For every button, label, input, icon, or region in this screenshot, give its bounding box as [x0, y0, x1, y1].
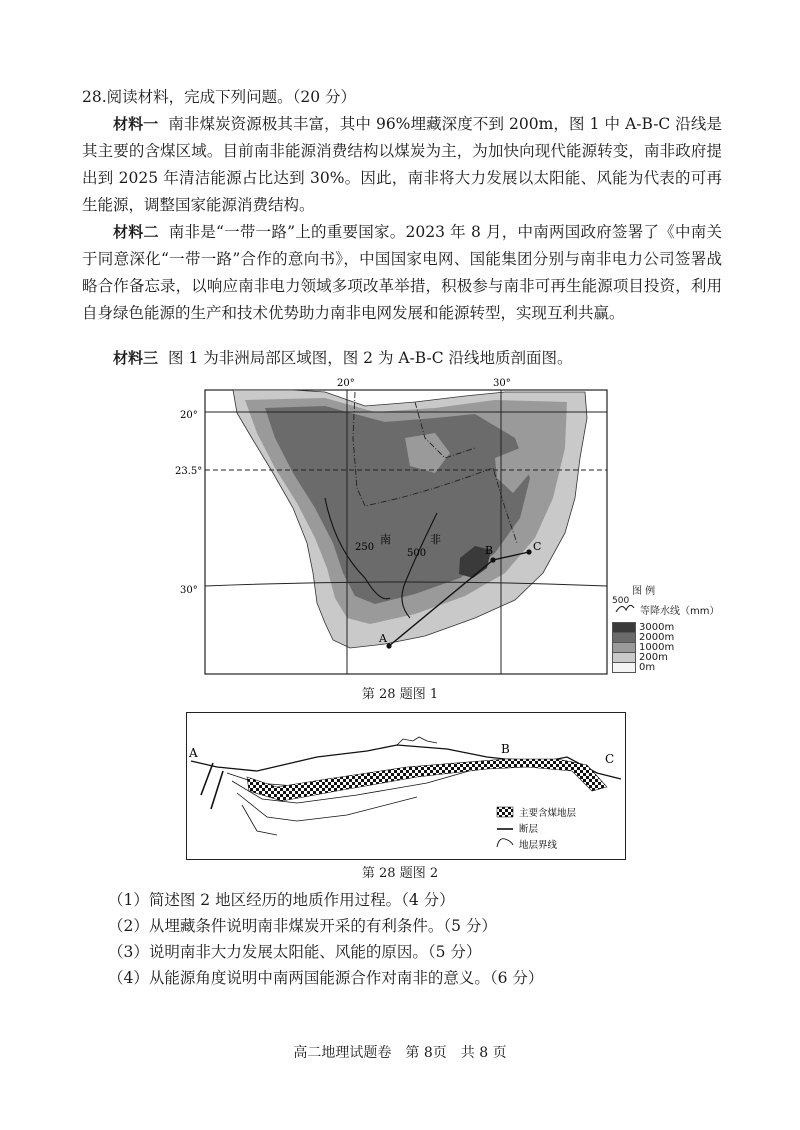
legend-title: 图 例: [632, 586, 656, 597]
legend-boundary-text: 地层界线: [519, 840, 558, 851]
elevation-legend-row: [612, 652, 674, 662]
material-1-label: 材料一: [113, 115, 159, 133]
coal-seam: [247, 759, 607, 801]
strata-line-3: [237, 793, 417, 821]
question-header: 28.阅读材料，完成下列问题。（20 分）: [82, 88, 357, 106]
elevation-swatch: [612, 662, 636, 673]
legend-isohyet-text: 等降水线（mm）: [640, 606, 720, 617]
legend-coal-swatch: [497, 807, 513, 817]
point-a-dot: [386, 643, 391, 648]
elevation-label: 2000m: [639, 631, 675, 643]
material-1: [82, 111, 722, 219]
isohyet-symbol-icon: [614, 602, 636, 614]
material-1-text: 南非煤炭资源极其丰富，其中 96%埋藏深度不到 200m，图 1 中 A-B-C 沿线是其主要的含煤区域。目前南非能源消费结构以煤炭为主，为加快向现代能源转变，南非政府提出到 2025 年清洁能源占比达到 30%。因此，南非将大力发展以太阳能、风能为代表的可再生能源，调整国家能源消费结构。: [82, 115, 722, 214]
material-3-label: 材料三: [113, 349, 159, 367]
profile-point-c: C: [605, 752, 615, 766]
point-b-label: B: [485, 544, 494, 557]
fault-1: [201, 763, 213, 795]
elevation-label: 1000m: [639, 641, 675, 653]
profile-point-b: B: [501, 742, 510, 756]
strata-line-4: [242, 805, 277, 835]
legend-isohyet-sample: 500: [612, 596, 630, 606]
legend-boundary-icon: [497, 839, 513, 847]
figure-1-legend: [612, 582, 742, 682]
fault-2: [211, 771, 223, 809]
elevation-legend-row: [612, 622, 674, 632]
figure-1-map: [175, 378, 615, 678]
lon-label-30: 30°: [493, 378, 511, 389]
lat-label-20: 20°: [180, 410, 198, 421]
surface-hills: [397, 737, 437, 745]
material-3-text: 图 1 为非洲局部区域图，图 2 为 A-B-C 沿线地质剖面图。: [168, 349, 573, 367]
legend-coal-text: 主要含煤地层: [519, 808, 577, 819]
lon-label-20: 20°: [337, 378, 355, 389]
sub-question-1: （1）简述图 2 地区经历的地质作用过程。（4 分）: [108, 891, 455, 909]
lat-label-23-5: 23.5°: [175, 466, 203, 477]
point-a-label: A: [379, 632, 387, 645]
figure-2-caption: 第 28 题图 2: [361, 866, 439, 881]
isohyet-label-500: 500: [407, 548, 427, 559]
point-c-dot: [526, 549, 531, 554]
page-footer: 高二地理试题卷 第 8页 共 8 页: [293, 1045, 507, 1061]
figure-2-profile: [186, 712, 626, 860]
material-3: [82, 345, 722, 372]
lat-label-30: 30°: [180, 585, 198, 596]
figure-1-caption: 第 28 题图 1: [361, 687, 439, 702]
sub-question-4: （4）从能源角度说明中南两国能源合作对南非的意义。（6 分）: [108, 969, 544, 987]
country-label-fei: 非: [430, 533, 441, 546]
elevation-legend-row: [612, 632, 674, 642]
sub-question-2: （2）从埋藏条件说明南非煤炭开采的有利条件。（5 分）: [108, 917, 497, 935]
elevation-label: 200m: [639, 651, 668, 663]
point-b-dot: [490, 557, 495, 562]
isohyet-label-250: 250: [355, 542, 375, 553]
elevation-label: 0m: [639, 661, 656, 673]
point-c-label: C: [533, 540, 542, 553]
elevation-legend-row: [612, 662, 674, 672]
elevation-label: 3000m: [639, 621, 675, 633]
elevation-swatches: [612, 622, 674, 672]
country-label-nan: 南: [380, 533, 391, 546]
elevation-legend-row: [612, 642, 674, 652]
material-2-text: 南非是“一带一路”上的重要国家。2023 年 8 月，中南两国政府签署了《中南关于同意深化“一带一路”合作的意向书》，中国国家电网、国能集团分别与南非电力公司签署战略合作备忘录，以响应南非电力领域多项改革举措，积极参与南非可再生能源项目投资，利用自身绿色能源的生产和技术优势助力南非电网发展和能源转型，实现互利共赢。: [82, 223, 722, 322]
profile-point-a: A: [189, 746, 198, 760]
material-2-label: 材料二: [113, 223, 159, 241]
legend-fault-text: 断层: [519, 824, 539, 835]
material-2: [82, 219, 722, 327]
sub-question-3: （3）说明南非大力发展太阳能、风能的原因。（5 分）: [108, 943, 482, 961]
